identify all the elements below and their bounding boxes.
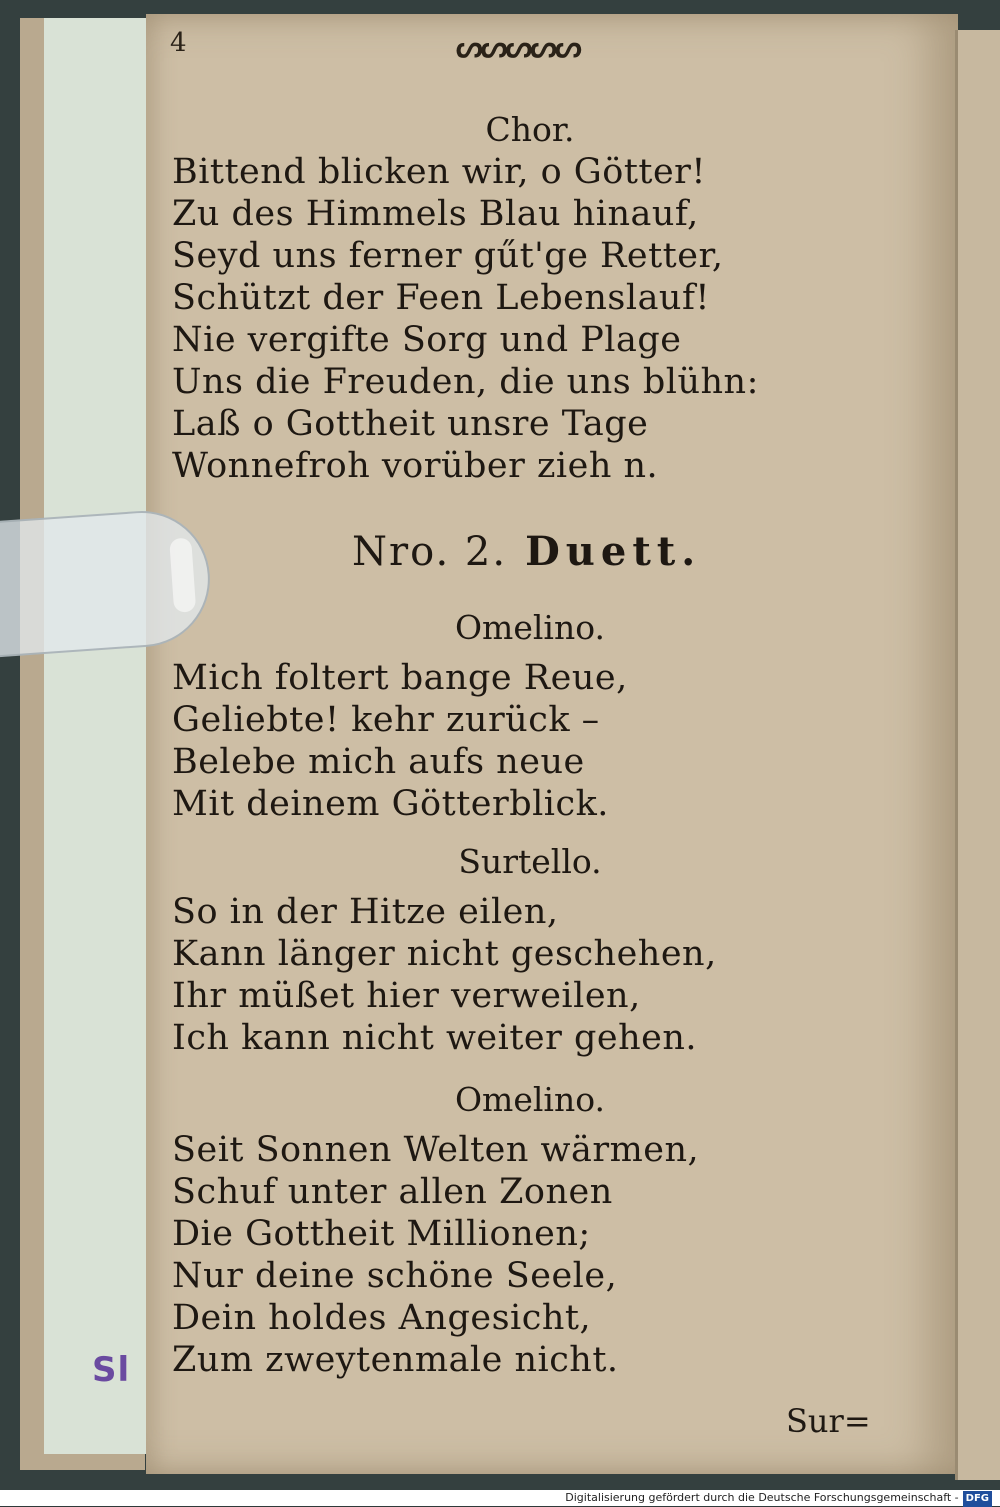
chor-line: Uns die Freuden, die uns blühn: (172, 362, 759, 402)
omelino-heading: Omelino. (454, 608, 605, 647)
page-number: 4 (170, 28, 187, 58)
surtello-line: Kann länger nicht geschehen, (172, 934, 717, 974)
dfg-logo: DFG (963, 1491, 992, 1507)
library-stamp: Sl (92, 1350, 131, 1390)
chor-line: Wonnefroh vorüber zieh n. (172, 446, 659, 486)
omelino-line: Geliebte! kehr zurück – (172, 700, 600, 740)
chor-line: Laß o Gottheit unsre Tage (172, 404, 649, 444)
surtello-line: So in der Hitze eilen, (172, 892, 559, 932)
credit-text: Digitalisierung gefördert durch die Deutsche Forschungsgemeinschaft - (565, 1491, 959, 1504)
surtello-line: Ihr müßet hier verweilen, (172, 976, 641, 1016)
surtello-heading: Surtello. (458, 842, 602, 881)
chor-line: Bittend blicken wir, o Götter! (172, 152, 706, 192)
omelino-line: Mich foltert bange Reue, (172, 658, 628, 698)
number-title (352, 528, 701, 575)
header-ornament: ᔕᔕᔕᔕᔕ (456, 30, 580, 65)
clip-highlight (169, 537, 196, 612)
chor-line: Nie vergifte Sorg und Plage (172, 320, 682, 360)
chor-heading: Chor. (485, 110, 575, 149)
omelino-line: Schuf unter allen Zonen (172, 1172, 613, 1212)
omelino-line: Mit deinem Götterblick. (172, 784, 609, 824)
chor-line: Schützt der Feen Lebenslauf! (172, 278, 710, 318)
omelino-line: Dein holdes Angesicht, (172, 1298, 592, 1338)
duett-title: Duett. (525, 528, 702, 575)
surtello-line: Ich kann nicht weiter gehen. (172, 1018, 697, 1058)
omelino-line: Zum zweytenmale nicht. (172, 1340, 619, 1380)
number-label: Nro. 2. (352, 529, 508, 575)
omelino-line: Die Gottheit Millionen; (172, 1214, 591, 1254)
omelino-heading: Omelino. (454, 1080, 605, 1119)
omelino-line: Seit Sonnen Welten wärmen, (172, 1130, 700, 1170)
omelino-line: Belebe mich aufs neue (172, 742, 585, 782)
next-page-edge (955, 30, 1000, 1480)
chor-line: Zu des Himmels Blau hinauf, (172, 194, 699, 234)
facing-page-edge (44, 18, 150, 1454)
chor-line: Seyd uns ferner gűt'ge Retter, (172, 236, 724, 276)
catchword: Sur= (786, 1402, 871, 1440)
omelino-line: Nur deine schöne Seele, (172, 1256, 618, 1296)
digitization-credit (565, 1490, 992, 1506)
